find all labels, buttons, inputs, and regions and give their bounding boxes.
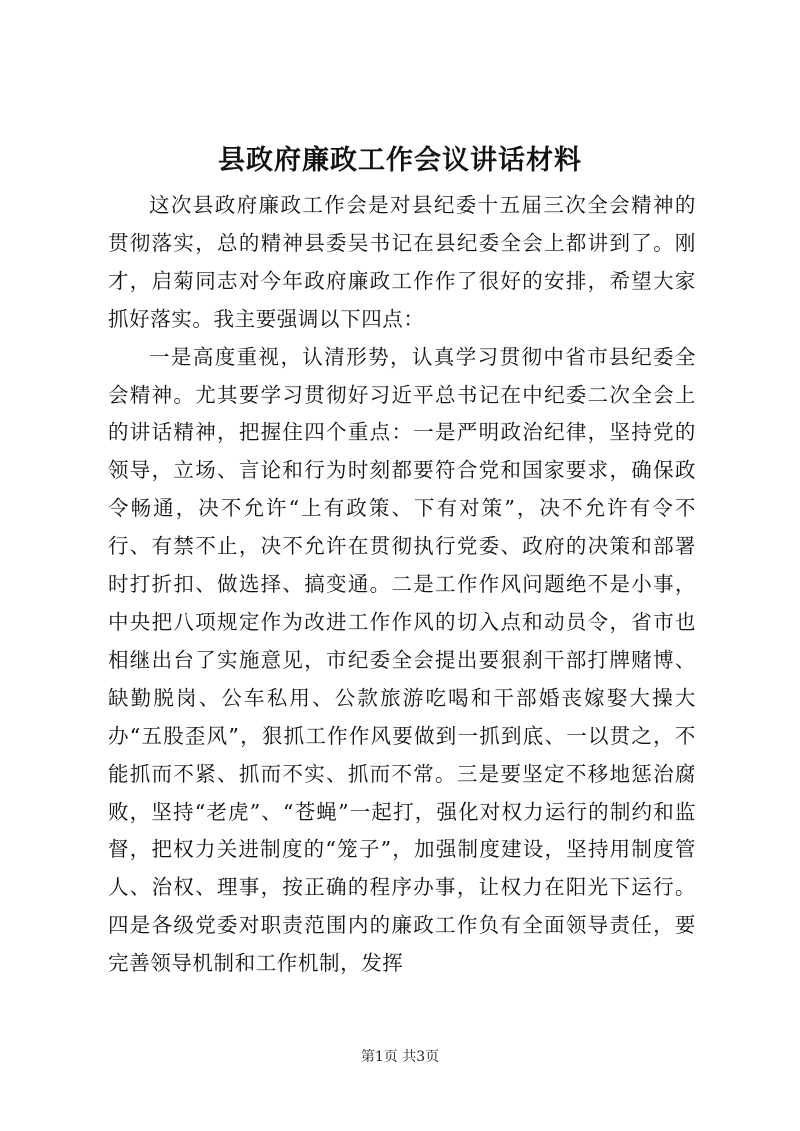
paragraph-point-one: 一是高度重视，认清形势，认真学习贯彻中省市县纪委全会精神。尤其要学习贯彻好习近平总书记在中纪委二次全会上的讲话精神，把握住四个重点：一是严明政治纪律，坚持党的领导，立场、言论和行为时刻都要符合党和国家要求，确保政令畅通，决不允许“上有政策、下有对策”，决不允许有令不行、有禁不止，决不允许在贯彻执行党委、政府的决策和部署时打折扣、做选择、搞变通。二是工作作风问题绝不是小事，中央把八项规定作为改进工作作风的切入点和动员令，省市也相继出台了实施意见，市纪委全会提出要狠刹干部打牌赌博、缺勤脱岗、公车私用、公款旅游吃喝和干部婚丧嫁娶大操大办“五股歪风”，狠抓工作作风要做到一抓到底、一以贯之，不能抓而不紧、抓而不实、抓而不常。三是要坚定不移地惩治腐败，坚持“老虎”、“苍蝇”一起打，强化对权力运行的制约和监督，把权力关进制度的“笼子”，加强制度建设，坚持用制度管人、治权、理事，按正确的程序办事，让权力在阳光下运行。四是各级党委对职责范围内的廉政工作负有全面领导责任，要完善领导机制和工作机制，发挥 (108, 344, 696, 976)
paragraph-intro: 这次县政府廉政工作会是对县纪委十五届三次全会精神的贯彻落实，总的精神县委吴书记在县纪委全会上都讲到了。刚才，启菊同志对今年政府廉政工作作了很好的安排，希望大家抓好落实。我主要强调以下四点： (108, 193, 696, 331)
document-title: 县政府廉政工作会议讲话材料 (218, 145, 582, 176)
page-indicator: 第1页 共3页 (360, 1049, 440, 1065)
document-body (108, 187, 696, 983)
